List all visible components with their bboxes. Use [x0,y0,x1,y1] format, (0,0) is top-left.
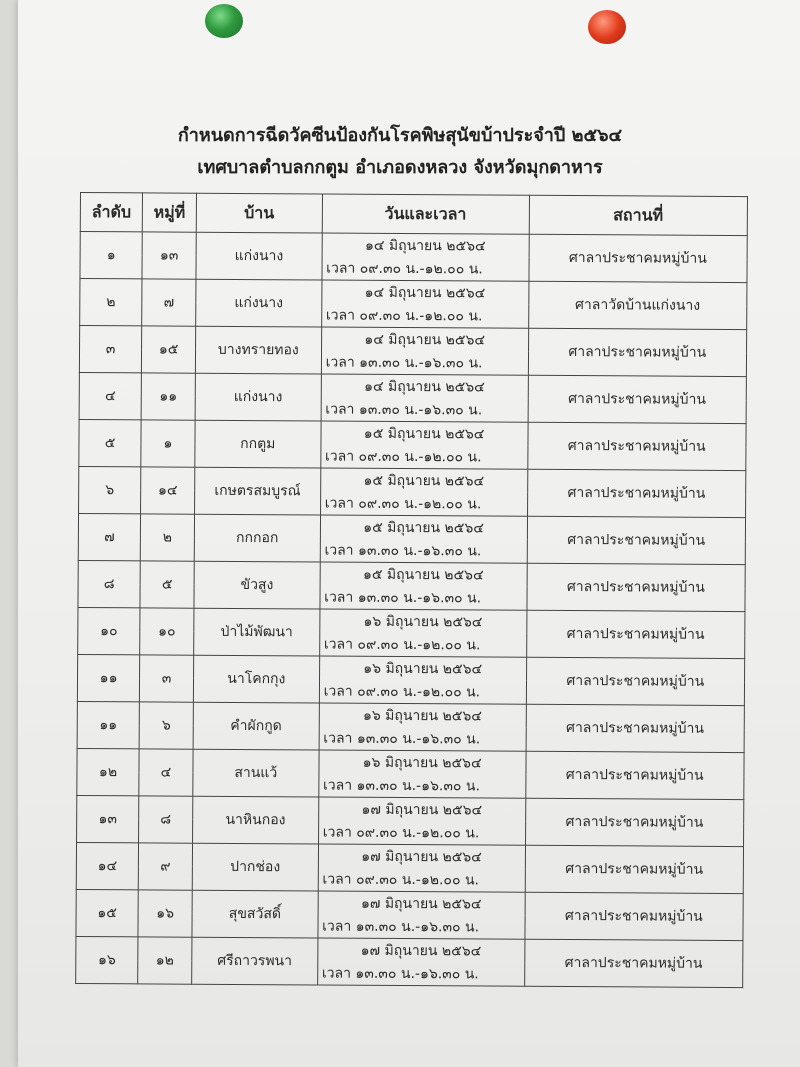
header-village: บ้าน [196,193,322,233]
row-place: ศาลาประชาคมหมู่บ้าน [526,657,745,705]
table-row [76,936,743,964]
row-order: ๑๕ [76,889,138,936]
row-order: ๗ [78,513,140,560]
row-time: เวลา ๑๓.๓๐ น.-๑๖.๓๐ น. [321,350,528,375]
row-place: ศาลาประชาคมหมู่บ้าน [527,469,746,517]
table-row [77,748,744,776]
document-subtitle: เทศบาลตำบลกกตูม อำเภอดงหลวง จังหวัดมุกดาหาร [197,157,603,178]
row-date: ๑๗ มิถุนายน ๒๕๖๔ [318,797,525,822]
row-moo: ๙ [138,843,192,890]
row-order: ๑๑ [77,701,139,748]
table-row [78,513,745,541]
row-order: ๑๓ [77,795,139,842]
table-body [76,232,748,988]
table-row [80,279,747,307]
header-order: ลำดับ [80,193,142,232]
row-moo: ๑๐ [140,608,194,655]
row-village: แก่งนาง [195,373,321,421]
row-date: ๑๖ มิถุนายน ๒๕๖๔ [319,609,526,634]
row-moo: ๗ [142,279,196,326]
row-time: เวลา ๐๙.๓๐ น.-๑๒.๐๐ น. [322,256,529,281]
row-place: ศาลาประชาคมหมู่บ้าน [527,516,746,564]
row-village: สุขสวัสดิ์ [192,890,318,938]
row-order: ๑๐ [78,607,140,654]
row-moo: ๑ [141,420,195,467]
row-moo: ๑๔ [141,467,195,514]
table-row [80,326,747,354]
row-time: เวลา ๑๓.๓๐ น.-๑๖.๓๐ น. [321,397,528,422]
row-date: ๑๕ มิถุนายน ๒๕๖๔ [320,515,527,540]
row-order: ๘ [78,560,140,607]
row-time: เวลา ๑๓.๓๐ น.-๑๖.๓๐ น. [317,961,524,986]
row-moo: ๑๑ [141,373,195,420]
row-time: เวลา ๐๙.๓๐ น.-๑๒.๐๐ น. [319,679,526,704]
row-date: ๑๖ มิถุนายน ๒๕๖๔ [319,703,526,728]
table-row [78,607,745,635]
row-village: นาหินกอง [193,796,319,844]
table-row [76,842,743,870]
table-row [76,889,743,917]
row-moo: ๑๒ [138,937,192,984]
row-place: ศาลาประชาคมหมู่บ้าน [528,375,747,423]
row-moo: ๒ [140,514,194,561]
row-date: ๑๕ มิถุนายน ๒๕๖๔ [320,468,527,493]
row-moo: ๑๖ [138,890,192,937]
table-row [79,372,746,400]
table-header-row [80,193,747,236]
header-place: สถานที่ [529,195,748,235]
row-village: คำผักกูด [193,702,319,750]
row-place: ศาลาประชาคมหมู่บ้าน [525,751,744,799]
row-date: ๑๗ มิถุนายน ๒๕๖๔ [318,891,525,916]
row-village: กกตูม [195,420,321,468]
row-time: เวลา ๑๓.๓๐ น.-๑๖.๓๐ น. [319,726,526,751]
row-village: ศรีถาวรพนา [192,937,318,985]
table-row [79,419,746,447]
green-pushpin-icon [205,4,243,38]
row-village: สานแว้ [193,749,319,797]
table-row [77,701,744,729]
row-moo: ๑๓ [142,232,196,279]
row-date: ๑๖ มิถุนายน ๒๕๖๔ [319,750,526,775]
row-order: ๑ [80,232,142,279]
header-datetime: วันและเวลา [322,194,529,234]
row-order: ๑๒ [77,748,139,795]
row-village: เกษตรสมบูรณ์ [195,467,321,515]
row-place: ศาลาประชาคมหมู่บ้าน [526,610,745,658]
row-village: กกกอก [194,514,320,562]
row-order: ๓ [79,326,141,373]
row-place: ศาลาประชาคมหมู่บ้าน [528,328,747,376]
row-time: เวลา ๑๓.๓๐ น.-๑๖.๓๐ น. [320,585,527,610]
table-row [78,560,745,588]
row-place: ศาลาประชาคมหมู่บ้าน [525,798,744,846]
row-place: ศาลาวัดบ้านแก่งนาง [528,281,747,329]
row-place: ศาลาประชาคมหมู่บ้าน [527,422,746,470]
row-moo: ๔ [139,749,193,796]
row-time: เวลา ๐๙.๓๐ น.-๑๒.๐๐ น. [318,867,525,892]
row-date: ๑๗ มิถุนายน ๒๕๖๔ [317,938,524,963]
table-row [77,795,744,823]
row-date: ๑๖ มิถุนายน ๒๕๖๔ [319,656,526,681]
row-moo: ๖ [139,702,193,749]
table-row [80,232,747,260]
row-time: เวลา ๑๓.๓๐ น.-๑๖.๓๐ น. [318,914,525,939]
row-moo: ๑๕ [142,326,196,373]
row-date: ๑๕ มิถุนายน ๒๕๖๔ [321,421,528,446]
row-place: ศาลาประชาคมหมู่บ้าน [526,704,745,752]
row-order: ๑๔ [76,842,138,889]
row-village: นาโคกกุง [193,655,319,703]
row-time: เวลา ๐๙.๓๐ น.-๑๒.๐๐ น. [320,491,527,516]
row-order: ๑๖ [76,936,138,983]
row-time: เวลา ๑๓.๓๐ น.-๑๖.๓๐ น. [318,773,525,798]
row-date: ๑๕ มิถุนายน ๒๕๖๔ [320,562,527,587]
table-row [78,654,745,682]
row-date: ๑๔ มิถุนายน ๒๕๖๔ [321,327,528,352]
row-village: ป่าไม้พัฒนา [194,608,320,656]
row-time: เวลา ๐๙.๓๐ น.-๑๒.๐๐ น. [321,303,528,328]
row-time: เวลา ๐๙.๓๐ น.-๑๒.๐๐ น. [320,444,527,469]
row-village: บางทรายทอง [195,326,321,374]
row-moo: ๓ [140,655,194,702]
row-date: ๑๔ มิถุนายน ๒๕๖๔ [322,233,529,258]
row-order: ๑๑ [77,654,139,701]
row-order: ๔ [79,372,141,419]
red-pushpin-icon [588,10,626,44]
table-row [79,466,746,494]
row-village: แก่งนาง [196,232,322,280]
row-place: ศาลาประชาคมหมู่บ้าน [529,234,748,282]
row-moo: ๕ [140,561,194,608]
schedule-table [75,192,748,988]
row-place: ศาลาประชาคมหมู่บ้าน [527,563,746,611]
row-date: ๑๗ มิถุนายน ๒๕๖๔ [318,844,525,869]
row-time: เวลา ๐๙.๓๐ น.-๑๒.๐๐ น. [318,820,525,845]
row-order: ๒ [80,279,142,326]
row-place: ศาลาประชาคมหมู่บ้าน [524,892,743,940]
row-moo: ๘ [139,796,193,843]
header-moo: หมู่ที่ [142,193,196,232]
document-title: กำหนดการฉีดวัคซีนป้องกันโรคพิษสุนัขบ้าประจำปี ๒๕๖๔ [177,125,623,146]
row-place: ศาลาประชาคมหมู่บ้าน [525,845,744,893]
row-date: ๑๔ มิถุนายน ๒๕๖๔ [321,280,528,305]
row-village: ขัวสูง [194,561,320,609]
row-time: เวลา ๐๙.๓๐ น.-๑๒.๐๐ น. [319,632,526,657]
row-date: ๑๔ มิถุนายน ๒๕๖๔ [321,374,528,399]
row-order: ๕ [79,419,141,466]
row-village: ปากช่อง [192,843,318,891]
row-order: ๖ [79,466,141,513]
row-time: เวลา ๑๓.๓๐ น.-๑๖.๓๐ น. [320,538,527,563]
row-village: แก่งนาง [196,279,322,327]
row-place: ศาลาประชาคมหมู่บ้าน [524,939,743,987]
